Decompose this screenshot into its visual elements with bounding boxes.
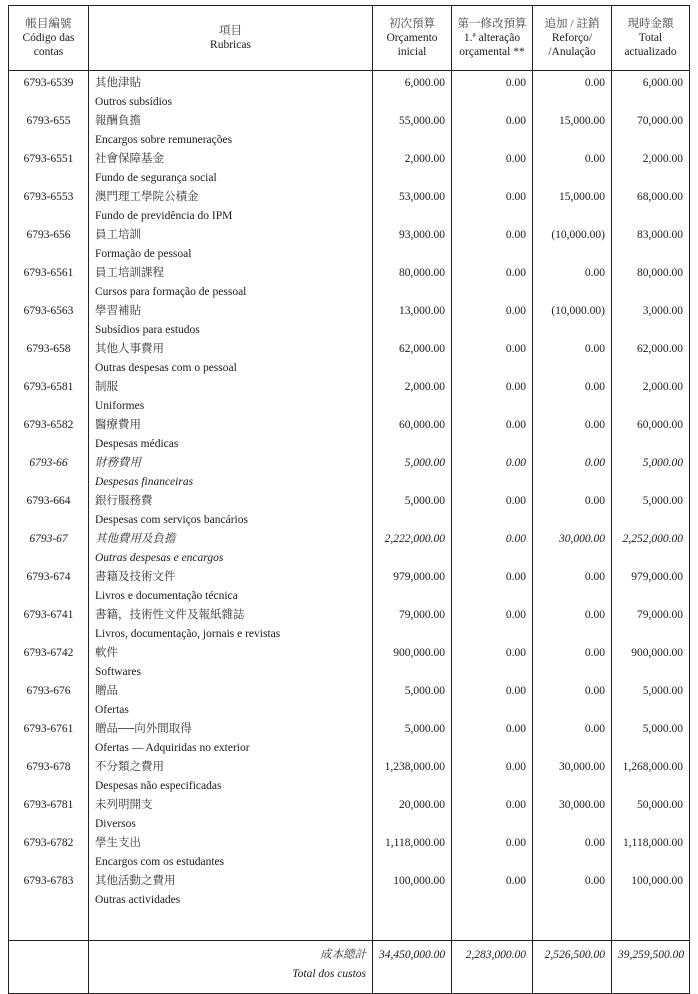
reforco-value: 0.00 <box>533 568 612 606</box>
alteration-value: 0.00 <box>452 530 533 568</box>
alteration-value: 0.00 <box>452 720 533 758</box>
totals-alteration: 2,283,000.00 <box>452 941 533 994</box>
item-description <box>89 568 373 606</box>
item-name-pt: Despesas não especificadas <box>95 780 222 792</box>
reforco-value: 15,000.00 <box>533 112 612 150</box>
total-updated-value: 5,000.00 <box>612 454 690 492</box>
header-item-pt: Rubricas <box>210 39 251 51</box>
totals-label-zh: 成本總計 <box>320 949 366 961</box>
account-code: 6793-6561 <box>9 264 89 302</box>
total-updated-value: 6,000.00 <box>612 74 690 112</box>
item-name-zh: 制服 <box>95 381 118 393</box>
item-description <box>89 530 373 568</box>
item-description <box>89 796 373 834</box>
totals-total: 39,259,500.00 <box>612 941 690 994</box>
item-name-zh: 其他活動之費用 <box>95 875 176 887</box>
account-code: 6793-6742 <box>9 644 89 682</box>
item-name-zh: 報酬負擔 <box>95 115 141 127</box>
reforco-value: (10,000.00) <box>533 226 612 264</box>
header-initial-zh: 初次預算 <box>389 18 435 30</box>
item-name-zh: 社會保障基金 <box>95 153 164 165</box>
totals-label-pt: Total dos custos <box>292 968 366 980</box>
alteration-value: 0.00 <box>452 568 533 606</box>
item-description <box>89 872 373 910</box>
item-description <box>89 682 373 720</box>
table-row <box>9 416 690 454</box>
item-name-zh: 其他人事費用 <box>95 343 164 355</box>
alteration-value: 0.00 <box>452 758 533 796</box>
reforco-value: 0.00 <box>533 606 612 644</box>
header-first-alteration <box>452 6 533 71</box>
table-row <box>9 872 690 910</box>
initial-budget-value: 5,000.00 <box>373 720 452 758</box>
total-updated-value: 2,000.00 <box>612 150 690 188</box>
table-row <box>9 264 690 302</box>
item-name-pt: Livros, documentação, jornais e revistas <box>95 628 281 640</box>
initial-budget-value: 6,000.00 <box>373 74 452 112</box>
item-name-pt: Despesas médicas <box>95 438 179 450</box>
item-name-pt: Encargos com os estudantes <box>95 856 225 868</box>
account-code: 6793-664 <box>9 492 89 530</box>
table-row <box>9 112 690 150</box>
header-reforco <box>533 6 612 71</box>
totals-code-cell <box>9 941 89 994</box>
item-description <box>89 606 373 644</box>
reforco-value: 0.00 <box>533 720 612 758</box>
account-code: 6793-67 <box>9 530 89 568</box>
total-updated-value: 80,000.00 <box>612 264 690 302</box>
item-name-pt: Despesas financeiras <box>95 476 194 488</box>
initial-budget-value: 2,000.00 <box>373 150 452 188</box>
initial-budget-value: 1,238,000.00 <box>373 758 452 796</box>
item-name-zh: 書籍及技術文件 <box>95 571 176 583</box>
alteration-value: 0.00 <box>452 340 533 378</box>
table-row <box>9 834 690 872</box>
total-updated-value: 5,000.00 <box>612 492 690 530</box>
total-updated-value: 1,118,000.00 <box>612 834 690 872</box>
account-code: 6793-655 <box>9 112 89 150</box>
reforco-value: 0.00 <box>533 416 612 454</box>
initial-budget-value: 1,118,000.00 <box>373 834 452 872</box>
item-name-zh: 不分類之費用 <box>95 761 164 773</box>
header-alteration-zh: 第一修改預算 <box>457 18 527 30</box>
item-name-zh: 醫療費用 <box>95 419 141 431</box>
alteration-value: 0.00 <box>452 492 533 530</box>
account-code: 6793-6741 <box>9 606 89 644</box>
account-code: 6793-6551 <box>9 150 89 188</box>
account-code: 6793-656 <box>9 226 89 264</box>
account-code: 6793-678 <box>9 758 89 796</box>
alteration-value: 0.00 <box>452 226 533 264</box>
alteration-value: 0.00 <box>452 188 533 226</box>
item-name-pt: Formação de pessoal <box>95 248 192 260</box>
item-name-pt: Diversos <box>95 818 136 830</box>
budget-table <box>8 5 690 994</box>
item-name-pt: Outros subsídios <box>95 96 172 108</box>
header-total-pt: Total actualizado <box>624 32 677 58</box>
total-updated-value: 60,000.00 <box>612 416 690 454</box>
item-name-zh: 員工培訓課程 <box>95 267 164 279</box>
alteration-value: 0.00 <box>452 264 533 302</box>
item-description <box>89 758 373 796</box>
totals-row <box>9 941 690 994</box>
total-updated-value: 5,000.00 <box>612 720 690 758</box>
total-updated-value: 1,268,000.00 <box>612 758 690 796</box>
initial-budget-value: 13,000.00 <box>373 302 452 340</box>
total-updated-value: 3,000.00 <box>612 302 690 340</box>
table-row <box>9 796 690 834</box>
initial-budget-value: 93,000.00 <box>373 226 452 264</box>
initial-budget-value: 62,000.00 <box>373 340 452 378</box>
item-name-pt: Cursos para formação de pessoal <box>95 286 247 298</box>
reforco-value: 0.00 <box>533 492 612 530</box>
header-initial-budget <box>373 6 452 71</box>
reforco-value: 0.00 <box>533 834 612 872</box>
table-row <box>9 568 690 606</box>
alteration-value: 0.00 <box>452 834 533 872</box>
account-code: 6793-6539 <box>9 74 89 112</box>
item-description <box>89 302 373 340</box>
item-description <box>89 150 373 188</box>
item-name-pt: Outras actividades <box>95 894 181 906</box>
item-description <box>89 378 373 416</box>
header-reforco-zh: 追加 / 註銷 <box>544 18 600 30</box>
header-total-zh: 現時金額 <box>627 18 674 30</box>
alteration-value: 0.00 <box>452 416 533 454</box>
header-account-code <box>9 6 89 71</box>
item-name-zh: 員工培訓 <box>95 229 141 241</box>
account-code: 6793-66 <box>9 454 89 492</box>
account-code: 6793-6761 <box>9 720 89 758</box>
alteration-value: 0.00 <box>452 872 533 910</box>
reforco-value: 15,000.00 <box>533 188 612 226</box>
initial-budget-value: 55,000.00 <box>373 112 452 150</box>
table-row <box>9 340 690 378</box>
alteration-value: 0.00 <box>452 796 533 834</box>
account-code: 6793-6781 <box>9 796 89 834</box>
total-updated-value: 83,000.00 <box>612 226 690 264</box>
header-code-pt: Código das contas <box>22 32 75 58</box>
item-description <box>89 644 373 682</box>
item-name-zh: 財務費用 <box>95 457 141 469</box>
table-row <box>9 74 690 112</box>
alteration-value: 0.00 <box>452 378 533 416</box>
reforco-value: 0.00 <box>533 264 612 302</box>
alteration-value: 0.00 <box>452 150 533 188</box>
item-name-zh: 軟件 <box>95 647 118 659</box>
total-updated-value: 5,000.00 <box>612 682 690 720</box>
account-code: 6793-6783 <box>9 872 89 910</box>
table-row <box>9 454 690 492</box>
item-name-pt: Outras despesas e encargos <box>95 552 224 564</box>
item-name-pt: Ofertas — Adquiridas no exterior <box>95 742 250 754</box>
total-updated-value: 979,000.00 <box>612 568 690 606</box>
item-name-pt: Livros e documentação técnica <box>95 590 238 602</box>
account-code: 6793-658 <box>9 340 89 378</box>
trailing-spacer-row <box>9 910 690 941</box>
item-description <box>89 226 373 264</box>
header-total-updated <box>612 6 690 71</box>
item-name-zh: 銀行服務費 <box>95 495 153 507</box>
reforco-value: 0.00 <box>533 150 612 188</box>
table-row <box>9 720 690 758</box>
table-row <box>9 492 690 530</box>
initial-budget-value: 2,000.00 <box>373 378 452 416</box>
alteration-value: 0.00 <box>452 112 533 150</box>
header-initial-pt: Orçamento inicial <box>386 32 438 58</box>
item-description <box>89 188 373 226</box>
initial-budget-value: 60,000.00 <box>373 416 452 454</box>
alteration-value: 0.00 <box>452 74 533 112</box>
total-updated-value: 68,000.00 <box>612 188 690 226</box>
table-row <box>9 188 690 226</box>
total-updated-value: 79,000.00 <box>612 606 690 644</box>
item-name-pt: Ofertas <box>95 704 129 716</box>
total-updated-value: 900,000.00 <box>612 644 690 682</box>
initial-budget-value: 20,000.00 <box>373 796 452 834</box>
table-row <box>9 682 690 720</box>
initial-budget-value: 900,000.00 <box>373 644 452 682</box>
reforco-value: (10,000.00) <box>533 302 612 340</box>
item-description <box>89 416 373 454</box>
reforco-value: 0.00 <box>533 682 612 720</box>
header-code-zh: 帳目編號 <box>25 18 72 30</box>
account-code: 6793-6581 <box>9 378 89 416</box>
table-row <box>9 644 690 682</box>
item-name-zh: 贈品 <box>95 685 118 697</box>
reforco-value: 0.00 <box>533 644 612 682</box>
table-row <box>9 758 690 796</box>
item-name-pt: Despesas com serviços bancários <box>95 514 248 526</box>
initial-budget-value: 80,000.00 <box>373 264 452 302</box>
totals-initial: 34,450,000.00 <box>373 941 452 994</box>
initial-budget-value: 79,000.00 <box>373 606 452 644</box>
item-description <box>89 340 373 378</box>
reforco-value: 0.00 <box>533 454 612 492</box>
table-row <box>9 530 690 568</box>
alteration-value: 0.00 <box>452 454 533 492</box>
table-row <box>9 226 690 264</box>
item-name-pt: Fundo de previdência do IPM <box>95 210 233 222</box>
table-row <box>9 150 690 188</box>
item-name-pt: Outras despesas com o pessoal <box>95 362 237 374</box>
item-description <box>89 454 373 492</box>
initial-budget-value: 100,000.00 <box>373 872 452 910</box>
item-name-zh: 其他費用及負擔 <box>95 533 176 545</box>
item-name-zh: 贈品──向外間取得 <box>95 723 192 735</box>
alteration-value: 0.00 <box>452 606 533 644</box>
header-item-zh: 項目 <box>219 25 242 37</box>
initial-budget-value: 5,000.00 <box>373 492 452 530</box>
item-name-zh: 未列明開支 <box>95 799 153 811</box>
table-header-row <box>9 6 690 71</box>
item-name-pt: Uniformes <box>95 400 145 412</box>
item-name-zh: 書籍，技術性文件及報紙雜誌 <box>95 609 245 621</box>
table-body <box>9 71 690 941</box>
account-code: 6793-6782 <box>9 834 89 872</box>
account-code: 6793-676 <box>9 682 89 720</box>
item-description <box>89 74 373 112</box>
reforco-value: 30,000.00 <box>533 758 612 796</box>
item-name-zh: 學習補貼 <box>95 305 141 317</box>
item-name-pt: Subsídios para estudos <box>95 324 200 336</box>
account-code: 6793-674 <box>9 568 89 606</box>
item-description <box>89 492 373 530</box>
reforco-value: 0.00 <box>533 74 612 112</box>
reforco-value: 0.00 <box>533 378 612 416</box>
initial-budget-value: 5,000.00 <box>373 682 452 720</box>
total-updated-value: 70,000.00 <box>612 112 690 150</box>
item-name-pt: Encargos sobre remunerações <box>95 134 233 146</box>
table-row <box>9 378 690 416</box>
total-updated-value: 62,000.00 <box>612 340 690 378</box>
reforco-value: 30,000.00 <box>533 796 612 834</box>
total-updated-value: 2,000.00 <box>612 378 690 416</box>
initial-budget-value: 5,000.00 <box>373 454 452 492</box>
item-name-pt: Fundo de segurança social <box>95 172 217 184</box>
header-reforco-pt: Reforço/ /Anulação <box>548 32 596 58</box>
header-alteration-pt: 1.ª alteração orçamental ** <box>459 32 525 58</box>
alteration-value: 0.00 <box>452 302 533 340</box>
table-row <box>9 606 690 644</box>
item-description <box>89 720 373 758</box>
total-updated-value: 100,000.00 <box>612 872 690 910</box>
reforco-value: 0.00 <box>533 872 612 910</box>
total-updated-value: 50,000.00 <box>612 796 690 834</box>
reforco-value: 0.00 <box>533 340 612 378</box>
account-code: 6793-6553 <box>9 188 89 226</box>
reforco-value: 30,000.00 <box>533 530 612 568</box>
totals-reforco: 2,526,500.00 <box>533 941 612 994</box>
total-updated-value: 2,252,000.00 <box>612 530 690 568</box>
account-code: 6793-6582 <box>9 416 89 454</box>
alteration-value: 0.00 <box>452 682 533 720</box>
initial-budget-value: 2,222,000.00 <box>373 530 452 568</box>
item-description <box>89 834 373 872</box>
item-name-zh: 學生支出 <box>95 837 141 849</box>
item-name-pt: Softwares <box>95 666 141 678</box>
initial-budget-value: 979,000.00 <box>373 568 452 606</box>
item-description <box>89 264 373 302</box>
account-code: 6793-6563 <box>9 302 89 340</box>
initial-budget-value: 53,000.00 <box>373 188 452 226</box>
item-description <box>89 112 373 150</box>
item-name-zh: 澳門理工學院公積金 <box>95 191 199 203</box>
totals-label-cell <box>89 941 373 994</box>
alteration-value: 0.00 <box>452 644 533 682</box>
item-name-zh: 其他津貼 <box>95 77 141 89</box>
table-row <box>9 302 690 340</box>
header-item <box>89 6 373 71</box>
